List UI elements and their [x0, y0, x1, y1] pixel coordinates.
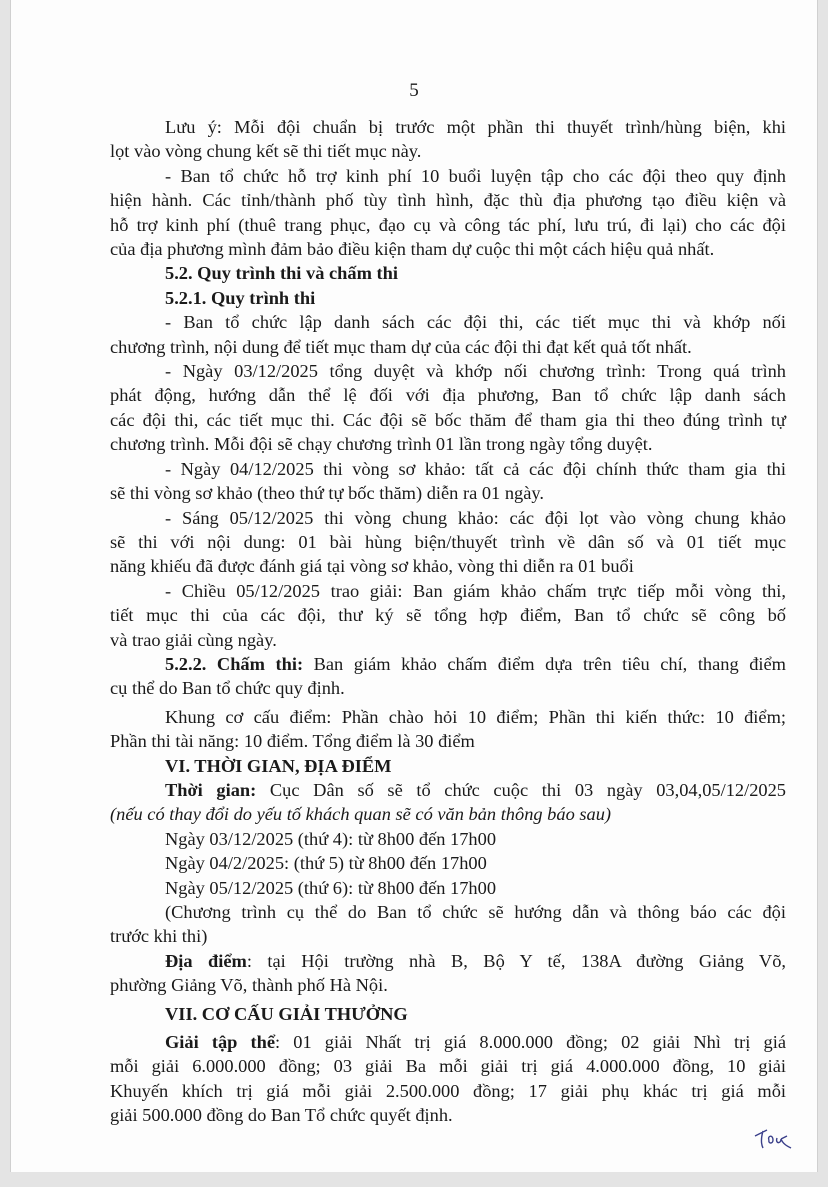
bold-label: Giải tập thể — [165, 1032, 276, 1053]
line-text: sẽ thi vòng sơ khảo (theo thứ tự bốc thăm) diễn ra 01 ngày. — [110, 483, 544, 504]
line-text: - Ban tổ chức hỗ trợ kinh phí 10 buổi luyện tập cho các đội theo quy định — [165, 165, 786, 186]
text-line — [110, 924, 786, 948]
text-line — [110, 408, 786, 432]
paragraph — [110, 705, 786, 754]
text-line — [110, 778, 786, 802]
text-line — [110, 802, 786, 826]
line-text: : 01 giải Nhất trị giá 8.000.000 đồng; 02 giải Nhì trị giá — [275, 1032, 786, 1053]
text-line — [110, 754, 786, 778]
line-text: - Ngày 03/12/2025 tổng duyệt và khớp nối chương trình: Trong quá trình — [165, 361, 786, 382]
text-line — [110, 261, 786, 285]
line-text: - Sáng 05/12/2025 thi vòng chung khảo: các đội lọt vào vòng chung khảo — [165, 507, 786, 528]
line-text: Khung cơ cấu điểm: Phần chào hỏi 10 điểm; Phần thi kiến thức: 10 điểm; — [165, 706, 786, 727]
section-heading — [110, 754, 786, 778]
text-line — [110, 652, 786, 676]
paragraph — [110, 457, 786, 506]
line-text: tiết mục thi của các đội, thư ký sẽ tổng hợp điểm, Ban tổ chức sẽ công bố — [110, 605, 786, 626]
line-text: các đội thi, các tiết mục thi. Các đội sẽ bốc thăm để tham gia thi theo đúng trình tự — [110, 409, 786, 430]
line-text: Ngày 04/2/2025: (thứ 5) từ 8h00 đến 17h00 — [165, 853, 487, 874]
document-body — [110, 115, 786, 1128]
text-line — [110, 1002, 786, 1026]
paragraph — [110, 900, 786, 949]
bold-label: VI. THỜI GIAN, ĐỊA ĐIỂM — [165, 755, 392, 776]
bold-label: Thời gian: — [165, 779, 257, 800]
italic-note: (nếu có thay đổi do yếu tố khách quan sẽ có văn bản thông báo sau) — [110, 804, 612, 825]
text-line — [110, 213, 786, 237]
text-line — [110, 432, 786, 456]
text-line — [110, 554, 786, 578]
text-line — [110, 237, 786, 261]
text-line — [110, 335, 786, 359]
text-line — [110, 359, 786, 383]
text-line — [110, 115, 786, 139]
page-number: 5 — [409, 80, 419, 101]
line-text: Khuyến khích trị giá mỗi giải 2.500.000 đồng; 17 giải phụ khác trị giá mỗi — [110, 1080, 786, 1101]
line-text: : tại Hội trường nhà B, Bộ Y tế, 138A đường Giảng Võ, — [246, 950, 787, 971]
text-line — [110, 705, 786, 729]
line-text: phường Giảng Võ, thành phố Hà Nội. — [110, 975, 388, 996]
line-text: năng khiếu đã được đánh giá tại vòng sơ khảo, vòng thi diễn ra 01 buổi — [110, 556, 634, 577]
line-text: - Ngày 04/12/2025 thi vòng sơ khảo: tất cả các đội chính thức tham gia thi — [165, 458, 786, 479]
text-line — [110, 676, 786, 700]
paragraph — [110, 851, 786, 875]
line-text: - Chiều 05/12/2025 trao giải: Ban giám khảo chấm trực tiếp mỗi vòng thi, — [165, 580, 786, 601]
paragraph — [110, 359, 786, 457]
text-line — [110, 900, 786, 924]
paragraph — [110, 652, 786, 701]
line-text: (Chương trình cụ thể do Ban tổ chức sẽ hướng dẫn và thông báo các đội — [165, 902, 786, 922]
paragraph — [110, 506, 786, 579]
paragraph — [110, 827, 786, 851]
paragraph — [110, 1030, 786, 1128]
line-text: và trao giải cùng ngày. — [110, 629, 277, 650]
text-line — [110, 1054, 786, 1078]
text-line — [110, 1079, 786, 1103]
line-text: chương trình. Mỗi đội sẽ chạy chương trình 01 lần trong ngày tổng duyệt. — [110, 434, 653, 455]
paragraph — [110, 115, 786, 164]
section-heading — [110, 286, 786, 310]
bold-label: VII. CƠ CẤU GIẢI THƯỞNG — [165, 1003, 408, 1024]
text-line — [110, 530, 786, 554]
paragraph — [110, 778, 786, 827]
text-line — [110, 973, 786, 997]
line-text: Ngày 03/12/2025 (thứ 4): từ 8h00 đến 17h00 — [165, 828, 497, 849]
line-text: Ban giám khảo chấm điểm dựa trên tiêu chí, thang điểm — [303, 653, 786, 674]
paragraph — [110, 310, 786, 359]
text-line — [110, 603, 786, 627]
text-line — [110, 310, 786, 334]
text-line — [110, 628, 786, 652]
line-text: giải 500.000 đồng do Ban Tổ chức quyết định. — [110, 1105, 453, 1126]
line-text: - Ban tổ chức lập danh sách các đội thi, các tiết mục thi và khớp nối — [165, 312, 786, 333]
line-text: Ngày 05/12/2025 (thứ 6): từ 8h00 đến 17h00 — [165, 877, 497, 898]
bold-label: Địa điểm — [165, 950, 247, 971]
bold-label: 5.2.2. Chấm thi: — [165, 653, 304, 674]
text-line — [110, 1103, 786, 1127]
text-line — [110, 851, 786, 875]
paragraph — [110, 164, 786, 262]
line-text: lọt vào vòng chung kết sẽ thi tiết mục này. — [110, 141, 422, 162]
line-text: Lưu ý: Mỗi đội chuẩn bị trước một phần thi thuyết trình/hùng biện, khi — [165, 117, 786, 137]
text-line — [110, 506, 786, 530]
bold-label: 5.2. Quy trình thi và chấm thi — [165, 263, 398, 284]
paragraph — [110, 579, 786, 652]
line-text: trước khi thi) — [110, 926, 208, 947]
line-text: của địa phương mình đảm bảo điều kiện tham dự cuộc thi một cách hiệu quả nhất. — [110, 239, 715, 260]
paragraph — [110, 876, 786, 900]
line-text: hỗ trợ kinh phí (thuê trang phục, đạo cụ và công tác phí, lưu trú, đi lại) cho các đội — [110, 214, 786, 235]
text-line — [110, 286, 786, 310]
bold-label: 5.2.1. Quy trình thi — [165, 287, 316, 308]
line-text: mỗi giải 6.000.000 đồng; 03 giải Ba mỗi giải trị giá 4.000.000 đồng, 10 giải — [110, 1056, 786, 1077]
line-text: phát động, hướng dẫn thể lệ đối với địa phương, Ban tổ chức lập danh sách — [110, 385, 786, 406]
text-line — [110, 1030, 786, 1054]
text-line — [110, 457, 786, 481]
line-text: chương trình, nội dung để tiết mục tham dự của các đội thi đạt kết quả tốt nhất. — [110, 336, 692, 357]
text-line — [110, 729, 786, 753]
line-text: Cục Dân số sẽ tổ chức cuộc thi 03 ngày 03,04,05/12/2025 — [256, 779, 786, 800]
text-line — [110, 481, 786, 505]
section-heading — [110, 1002, 786, 1026]
section-heading — [110, 261, 786, 285]
text-line — [110, 164, 786, 188]
text-line — [110, 876, 786, 900]
text-line — [110, 383, 786, 407]
line-text: sẽ thi với nội dung: 01 bài hùng biện/thuyết trình về dân số và 01 tiết mục — [110, 531, 786, 552]
line-text: cụ thể do Ban tổ chức quy định. — [110, 678, 345, 699]
text-line — [110, 949, 786, 973]
line-text: hiện hành. Các tỉnh/thành phố tùy tình hình, đặc thù địa phương tạo điều kiện và — [110, 190, 786, 211]
text-line — [110, 579, 786, 603]
paragraph — [110, 949, 786, 998]
text-line — [110, 139, 786, 163]
text-line — [110, 188, 786, 212]
line-text: Phần thi tài năng: 10 điểm. Tổng điểm là 30 điểm — [110, 731, 475, 752]
text-line — [110, 827, 786, 851]
